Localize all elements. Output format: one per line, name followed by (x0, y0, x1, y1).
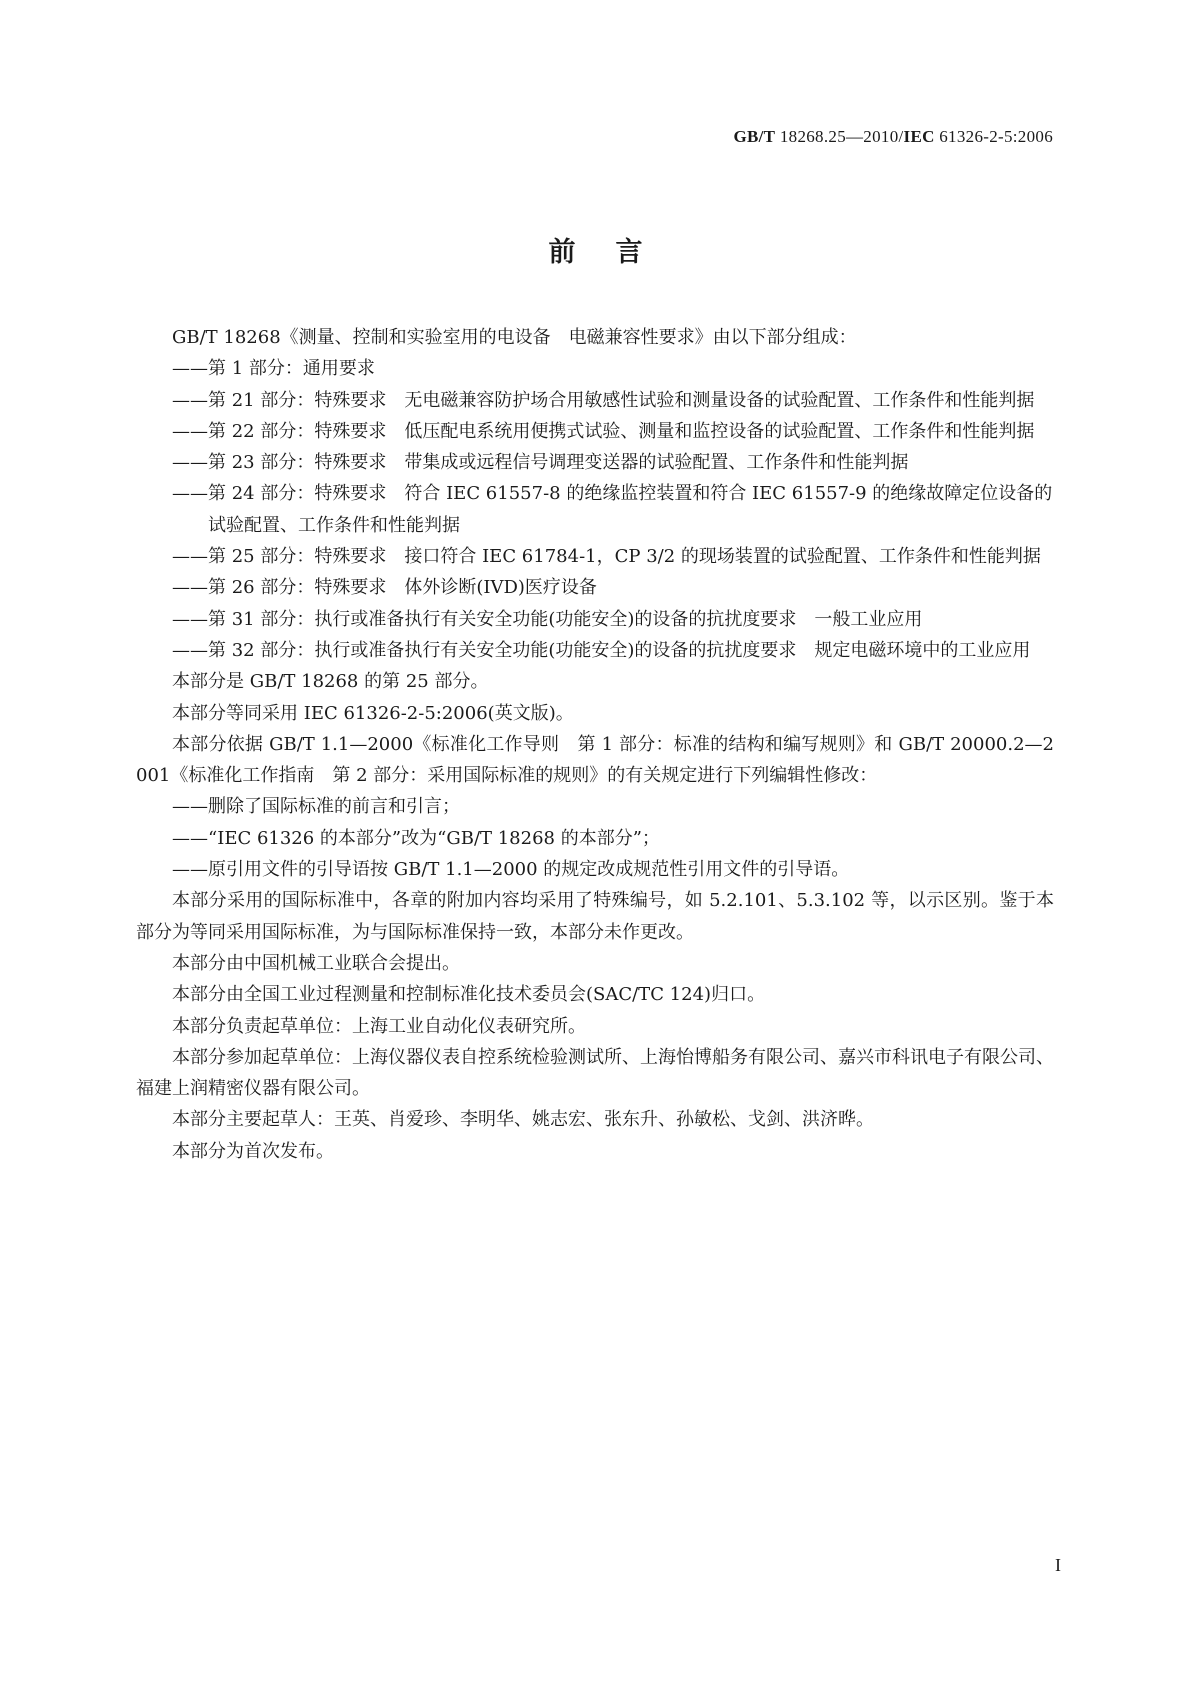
foreword-body (136, 322, 1054, 1167)
part25-paragraph: 本部分是 GB/T 18268 的第 25 部分。 (172, 671, 489, 693)
list-item: ——第 25 部分：特殊要求 接口符合 IEC 61784-1，CP 3/2 的现场装置的试验配置、工作条件和性能判据 (172, 546, 1041, 568)
parts-list (136, 353, 1054, 666)
list-item: ——原引用文件的引导语按 GB/T 1.1—2000 的规定改成规范性引用文件的引导语。 (172, 859, 850, 881)
list-item: ——第 26 部分：特殊要求 体外诊断(IVD)医疗设备 (172, 577, 597, 599)
list-item: ——第 1 部分：通用要求 (172, 358, 375, 380)
adoption-paragraph: 本部分等同采用 IEC 61326-2-5:2006(英文版)。 (172, 702, 574, 724)
list-item: ——第 23 部分：特殊要求 带集成或远程信号调理变送器的试验配置、工作条件和性能判据 (172, 452, 909, 474)
list-item: ——第 32 部分：执行或准备执行有关安全功能(功能安全)的设备的抗扰度要求 规定电磁环境中的工业应用 (172, 639, 1031, 661)
list-item: ——第 31 部分：执行或准备执行有关安全功能(功能安全)的设备的抗扰度要求 一般工业应用 (172, 608, 923, 630)
standard-number: 18268.25—2010/ (779, 127, 904, 146)
list-item: ——第 21 部分：特殊要求 无电磁兼容防护场合用敏感性试验和测量设备的试验配置、工作条件和性能判据 (172, 389, 1035, 411)
iec-prefix: IEC (903, 127, 935, 146)
standard-prefix: GB/T (733, 127, 776, 146)
numbering-paragraph: 本部分采用的国际标准中，各章的附加内容均采用了特殊编号，如 5.2.101、5.3.102 等，以示区别。鉴于本部分为等同采用国际标准，为与国际标准保持一致，本部分未作更改。 (136, 890, 1054, 943)
responsible-paragraph: 本部分负责起草单位：上海工业自动化仪表研究所。 (172, 1015, 586, 1037)
centralized-paragraph: 本部分由全国工业过程测量和控制标准化技术委员会(SAC/TC 124)归口。 (172, 984, 766, 1006)
list-item: ——第 24 部分：特殊要求 符合 IEC 61557-8 的绝缘监控装置和符合 IEC 61557-9 的绝缘故障定位设备的试验配置、工作条件和性能判据 (172, 483, 1053, 536)
list-item: ——“IEC 61326 的本部分”改为“GB/T 18268 的本部分”； (172, 827, 660, 849)
standard-code-header (733, 127, 1053, 147)
intro-paragraph: GB/T 18268《测量、控制和实验室用的电设备 电磁兼容性要求》由以下部分组成： (172, 327, 857, 348)
page-number: I (1055, 1555, 1061, 1575)
iec-number: 61326-2-5:2006 (939, 127, 1053, 146)
list-item: ——第 22 部分：特殊要求 低压配电系统用便携式试验、测量和监控设备的试验配置、工作条件和性能判据 (172, 420, 1035, 442)
first-release-paragraph: 本部分为首次发布。 (172, 1140, 334, 1162)
list-item: ——删除了国际标准的前言和引言； (172, 796, 460, 818)
drafters-paragraph: 本部分主要起草人：王英、肖爱珍、李明华、姚志宏、张东升、孙敏松、戈剑、洪济晔。 (172, 1109, 874, 1131)
page-title: 前言 (548, 237, 683, 268)
basis-paragraph: 本部分依据 GB/T 1.1—2000《标准化工作导则 第 1 部分：标准的结构和编写规则》和 GB/T 20000.2—2001《标准化工作指南 第 2 部分：采用国际标准的规则》的有关规定进行下列编辑性修改： (136, 733, 1054, 787)
edits-list (136, 791, 1054, 885)
participating-paragraph: 本部分参加起草单位：上海仪器仪表自控系统检验测试所、上海怡博船务有限公司、嘉兴市科讯电子有限公司、福建上润精密仪器有限公司。 (136, 1046, 1054, 1100)
proposed-paragraph: 本部分由中国机械工业联合会提出。 (172, 952, 460, 974)
